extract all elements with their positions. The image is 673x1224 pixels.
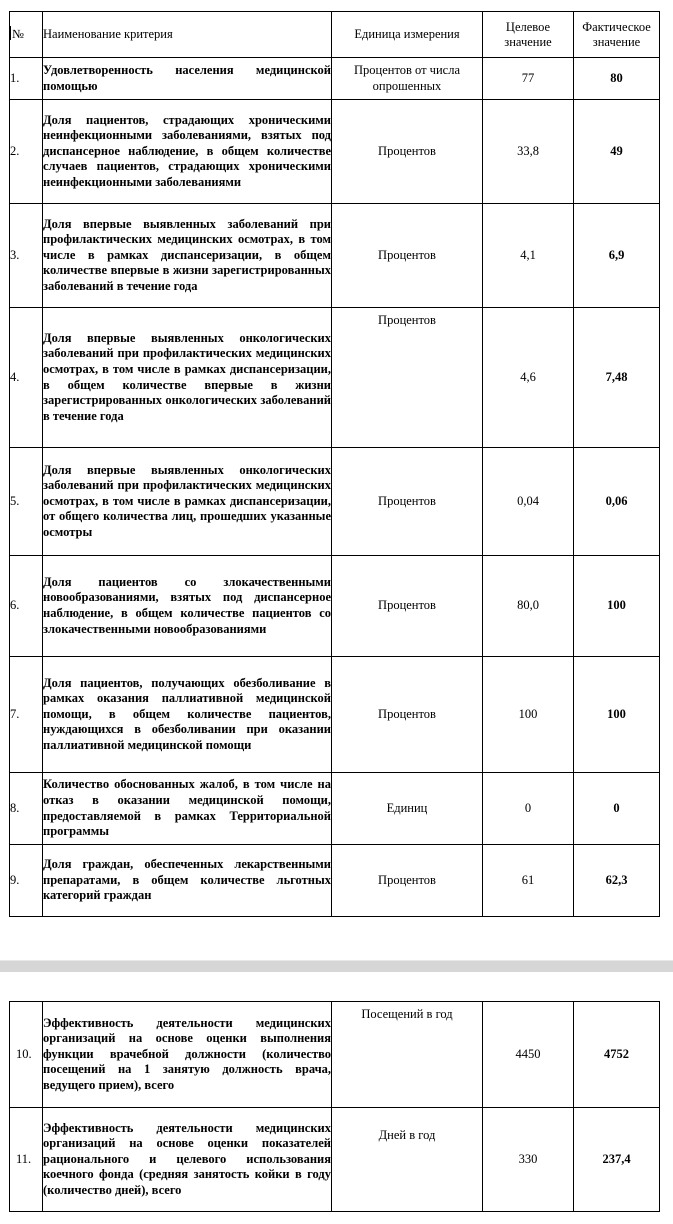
table-row bbox=[10, 448, 660, 556]
criterion-name: Эффективность деятельности медицинских организаций на основе оценки показателей рационального и целевого использования коечного фонда (средняя занятость койки в году (количество дней), всего bbox=[43, 1108, 332, 1212]
criterion-name: Доля граждан, обеспеченных лекарственными препаратами, в общем количестве льготных категорий граждан bbox=[43, 845, 332, 917]
target-value: 4,6 bbox=[483, 308, 574, 448]
table-row bbox=[10, 58, 660, 100]
row-number: 2. bbox=[10, 100, 43, 204]
row-number: 10. bbox=[10, 1002, 43, 1108]
criterion-name: Удовлетворенность населения медицинской помощью bbox=[43, 58, 332, 100]
actual-value: 62,3 bbox=[574, 845, 660, 917]
row-number: 6. bbox=[10, 556, 43, 657]
unit: Процентов bbox=[332, 448, 483, 556]
row-number: 7. bbox=[10, 657, 43, 773]
criterion-name: Доля пациентов, страдающих хроническими неинфекционными заболеваниями, взятых под диспансерное наблюдение, в общем количестве случаев пациентов, страдающих хроническими неинфекционными заболеваниями bbox=[43, 100, 332, 204]
target-value: 4,1 bbox=[483, 204, 574, 308]
table-row bbox=[10, 773, 660, 845]
row-number: 9. bbox=[10, 845, 43, 917]
header-actual-value: Фактическое значение bbox=[574, 12, 660, 58]
criterion-name: Доля пациентов со злокачественными новообразованиями, взятых под диспансерное наблюдение, в общем количестве пациентов со злокачественными новообразованиями bbox=[43, 556, 332, 657]
target-value: 4450 bbox=[483, 1002, 574, 1108]
criterion-name: Доля впервые выявленных онкологических заболеваний при профилактических медицинских осмотрах, в том числе в рамках диспансеризации, от общего количества лиц, прошедших указанные осмотры bbox=[43, 448, 332, 556]
row-number: 1. bbox=[10, 58, 43, 100]
header-unit: Единица измерения bbox=[332, 12, 483, 58]
unit: Единиц bbox=[332, 773, 483, 845]
row-number: 11. bbox=[10, 1108, 43, 1212]
header-target-value: Целевое значение bbox=[483, 12, 574, 58]
table-row bbox=[10, 556, 660, 657]
actual-value: 100 bbox=[574, 657, 660, 773]
target-value: 61 bbox=[483, 845, 574, 917]
criterion-name: Доля впервые выявленных онкологических заболеваний при профилактических медицинских осмотрах, в том числе в рамках диспансеризации, в общем количестве впервые в жизни зарегистрированных онкологических заболеваний в течение года bbox=[43, 308, 332, 448]
target-value: 80,0 bbox=[483, 556, 574, 657]
actual-value: 49 bbox=[574, 100, 660, 204]
header-number: № bbox=[10, 12, 43, 58]
unit: Процентов bbox=[332, 204, 483, 308]
actual-value: 100 bbox=[574, 556, 660, 657]
unit: Процентов bbox=[332, 100, 483, 204]
actual-value: 0 bbox=[574, 773, 660, 845]
unit: Процентов bbox=[332, 308, 483, 448]
header-criterion-name: Наименование критерия bbox=[43, 12, 332, 58]
criterion-name: Эффективность деятельности медицинских организаций на основе оценки выполнения функции врачебной должности (количество посещений на 1 занятую должность врача, ведущего прием), всего bbox=[43, 1002, 332, 1108]
page-separator bbox=[0, 960, 673, 972]
table-row bbox=[10, 1002, 660, 1108]
table-row bbox=[10, 100, 660, 204]
criterion-name: Количество обоснованных жалоб, в том числе на отказ в оказании медицинской помощи, предоставляемой в рамках Территориальной программы bbox=[43, 773, 332, 845]
table-row bbox=[10, 845, 660, 917]
unit: Дней в год bbox=[332, 1108, 483, 1212]
target-value: 0,04 bbox=[483, 448, 574, 556]
actual-value: 237,4 bbox=[574, 1108, 660, 1212]
target-value: 0 bbox=[483, 773, 574, 845]
table-row bbox=[10, 657, 660, 773]
target-value: 100 bbox=[483, 657, 574, 773]
unit: Процентов bbox=[332, 845, 483, 917]
unit: Посещений в год bbox=[332, 1002, 483, 1108]
unit: Процентов от числа опрошенных bbox=[332, 58, 483, 100]
criterion-name: Доля впервые выявленных заболеваний при профилактических медицинских осмотрах, в том числе в рамках диспансеризации, в общем количестве впервые в жизни зарегистрированных заболеваний в течение года bbox=[43, 204, 332, 308]
criteria-table-page-1 bbox=[9, 11, 660, 917]
criteria-table-page-2 bbox=[9, 1001, 660, 1212]
target-value: 33,8 bbox=[483, 100, 574, 204]
criterion-name: Доля пациентов, получающих обезболивание в рамках оказания паллиативной медицинской помощи, в общем количестве пациентов, нуждающихся в обезболивании при оказании паллиативной медицинской помощи bbox=[43, 657, 332, 773]
table-row bbox=[10, 1108, 660, 1212]
actual-value: 7,48 bbox=[574, 308, 660, 448]
table-row bbox=[10, 308, 660, 448]
actual-value: 80 bbox=[574, 58, 660, 100]
table-row bbox=[10, 204, 660, 308]
actual-value: 6,9 bbox=[574, 204, 660, 308]
row-number: 3. bbox=[10, 204, 43, 308]
target-value: 77 bbox=[483, 58, 574, 100]
row-number: 5. bbox=[10, 448, 43, 556]
actual-value: 4752 bbox=[574, 1002, 660, 1108]
actual-value: 0,06 bbox=[574, 448, 660, 556]
unit: Процентов bbox=[332, 556, 483, 657]
row-number: 8. bbox=[10, 773, 43, 845]
table-header-row bbox=[10, 12, 660, 58]
unit: Процентов bbox=[332, 657, 483, 773]
row-number: 4. bbox=[10, 308, 43, 448]
target-value: 330 bbox=[483, 1108, 574, 1212]
